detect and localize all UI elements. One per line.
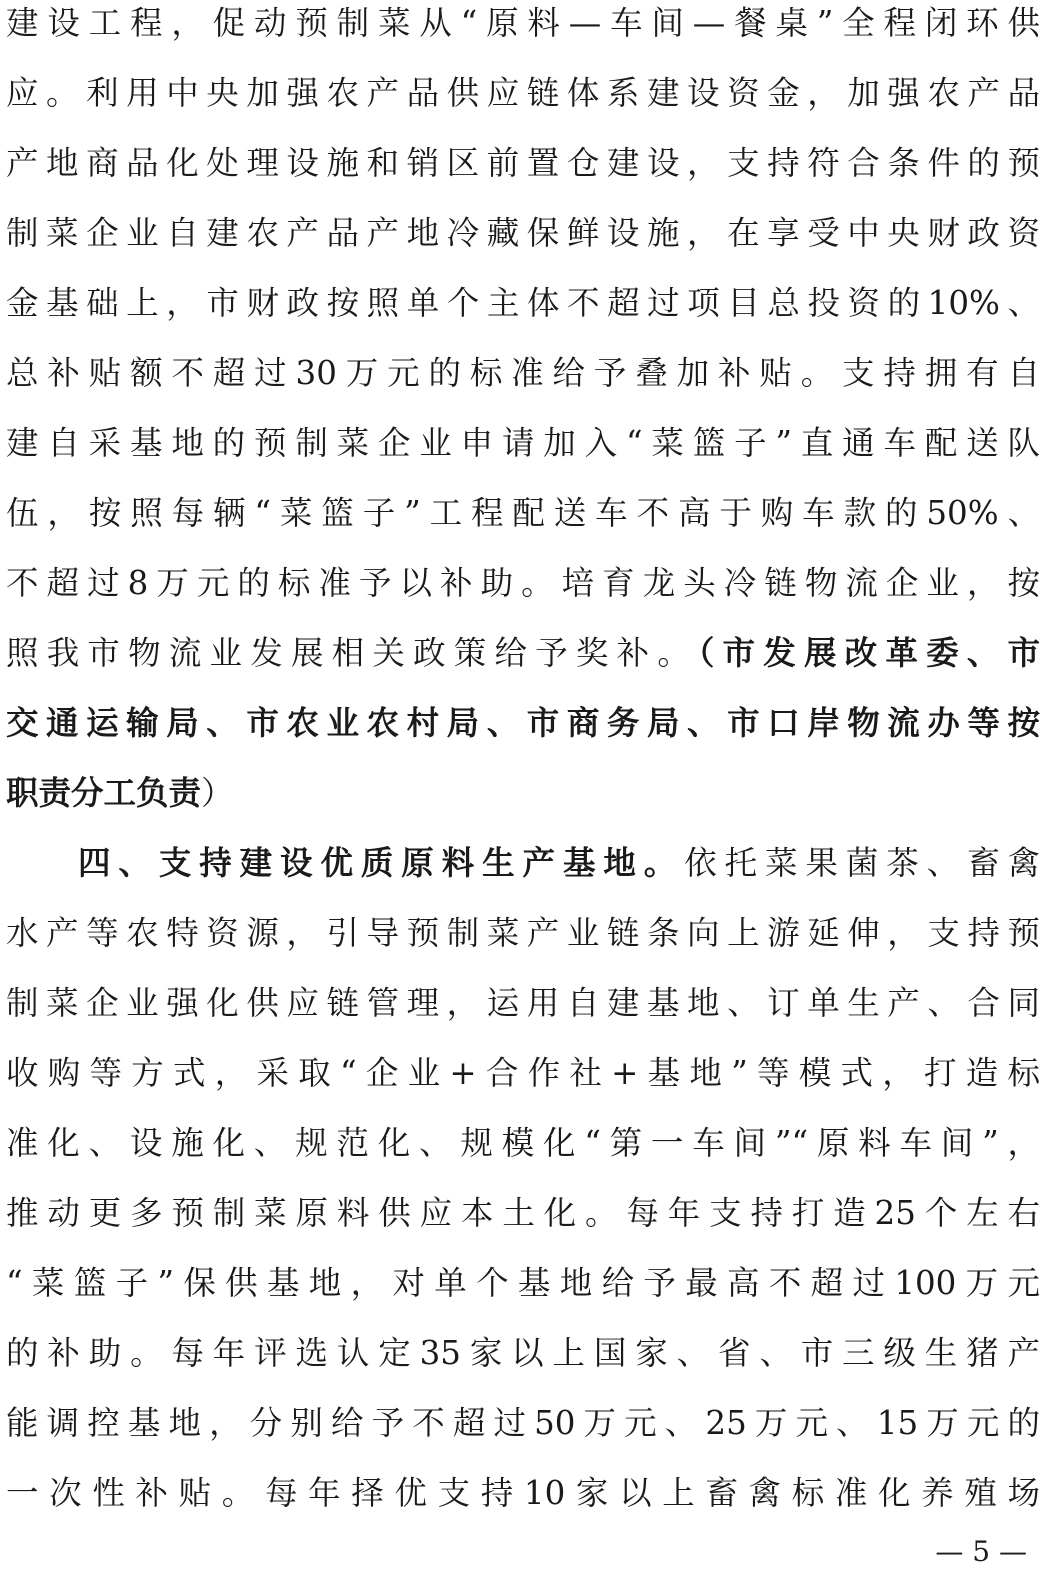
text-line: 伍，按照每辆“菜篮子”工程配送车不高于购车款的50%、 [6, 494, 1040, 532]
text-line: 建设工程，促动预制菜从“原料—车间—餐桌”全程闭环供 [6, 4, 1040, 42]
text-line: 应。利用中央加强农产品供应链体系建设资金，加强农产品 [6, 74, 1040, 112]
text-segment: 依托菜果菌茶、畜禽 [684, 844, 1040, 882]
text-line: 产地商品化处理设施和销区前置仓建设，支持符合条件的预 [6, 144, 1040, 182]
responsible-departments: （市发展改革委、市 [698, 634, 1040, 672]
text-line: “菜篮子”保供基地，对单个基地给予最高不超过100万元 [6, 1264, 1040, 1302]
text-line: 不超过8万元的标准予以补助。培育龙头冷链物流企业，按 [6, 564, 1040, 602]
text-line: 一次性补贴。每年择优支持10家以上畜禽标准化养殖场 [6, 1474, 1040, 1512]
text-line: 金基础上，市财政按照单个主体不超过项目总投资的10%、 [6, 284, 1040, 322]
text-line: 制菜企业强化供应链管理，运用自建基地、订单生产、合同 [6, 984, 1040, 1022]
text-line: 的补助。每年评选认定35家以上国家、省、市三级生猪产 [6, 1334, 1040, 1372]
responsible-departments-line: 交通运输局、市农业农村局、市商务局、市口岸物流办等按 [6, 704, 1040, 742]
body-text [6, 0, 1040, 1528]
text-segment: 照我市物流业发展相关政策给予奖补。 [6, 634, 699, 672]
closing-paren: ） [201, 774, 234, 812]
section-heading: 四、支持建设优质原料生产基地。 [78, 844, 685, 882]
text-line: 收购等方式，采取“企业+合作社+基地”等模式，打造标 [6, 1054, 1040, 1092]
text-line: 建自采基地的预制菜企业申请加入“菜篮子”直通车配送队 [6, 424, 1040, 462]
text-line [6, 618, 1040, 688]
responsible-departments-end: 职责分工负责 [6, 774, 202, 812]
text-line: 准化、设施化、规范化、规模化“第一车间”“原料车间”， [6, 1124, 1040, 1162]
text-line: 制菜企业自建农产品产地冷藏保鲜设施，在享受中央财政资 [6, 214, 1040, 252]
text-line: 总补贴额不超过30万元的标准给予叠加补贴。支持拥有自 [6, 354, 1040, 392]
page-number: — 5 — [935, 1535, 1027, 1568]
text-line: 推动更多预制菜原料供应本土化。每年支持打造25个左右 [6, 1194, 1040, 1232]
text-line: 水产等农特资源，引导预制菜产业链条向上游延伸，支持预 [6, 914, 1040, 952]
text-line [6, 758, 1040, 828]
section-heading-line [6, 828, 1040, 898]
text-line: 能调控基地，分别给予不超过50万元、25万元、15万元的 [6, 1404, 1040, 1442]
